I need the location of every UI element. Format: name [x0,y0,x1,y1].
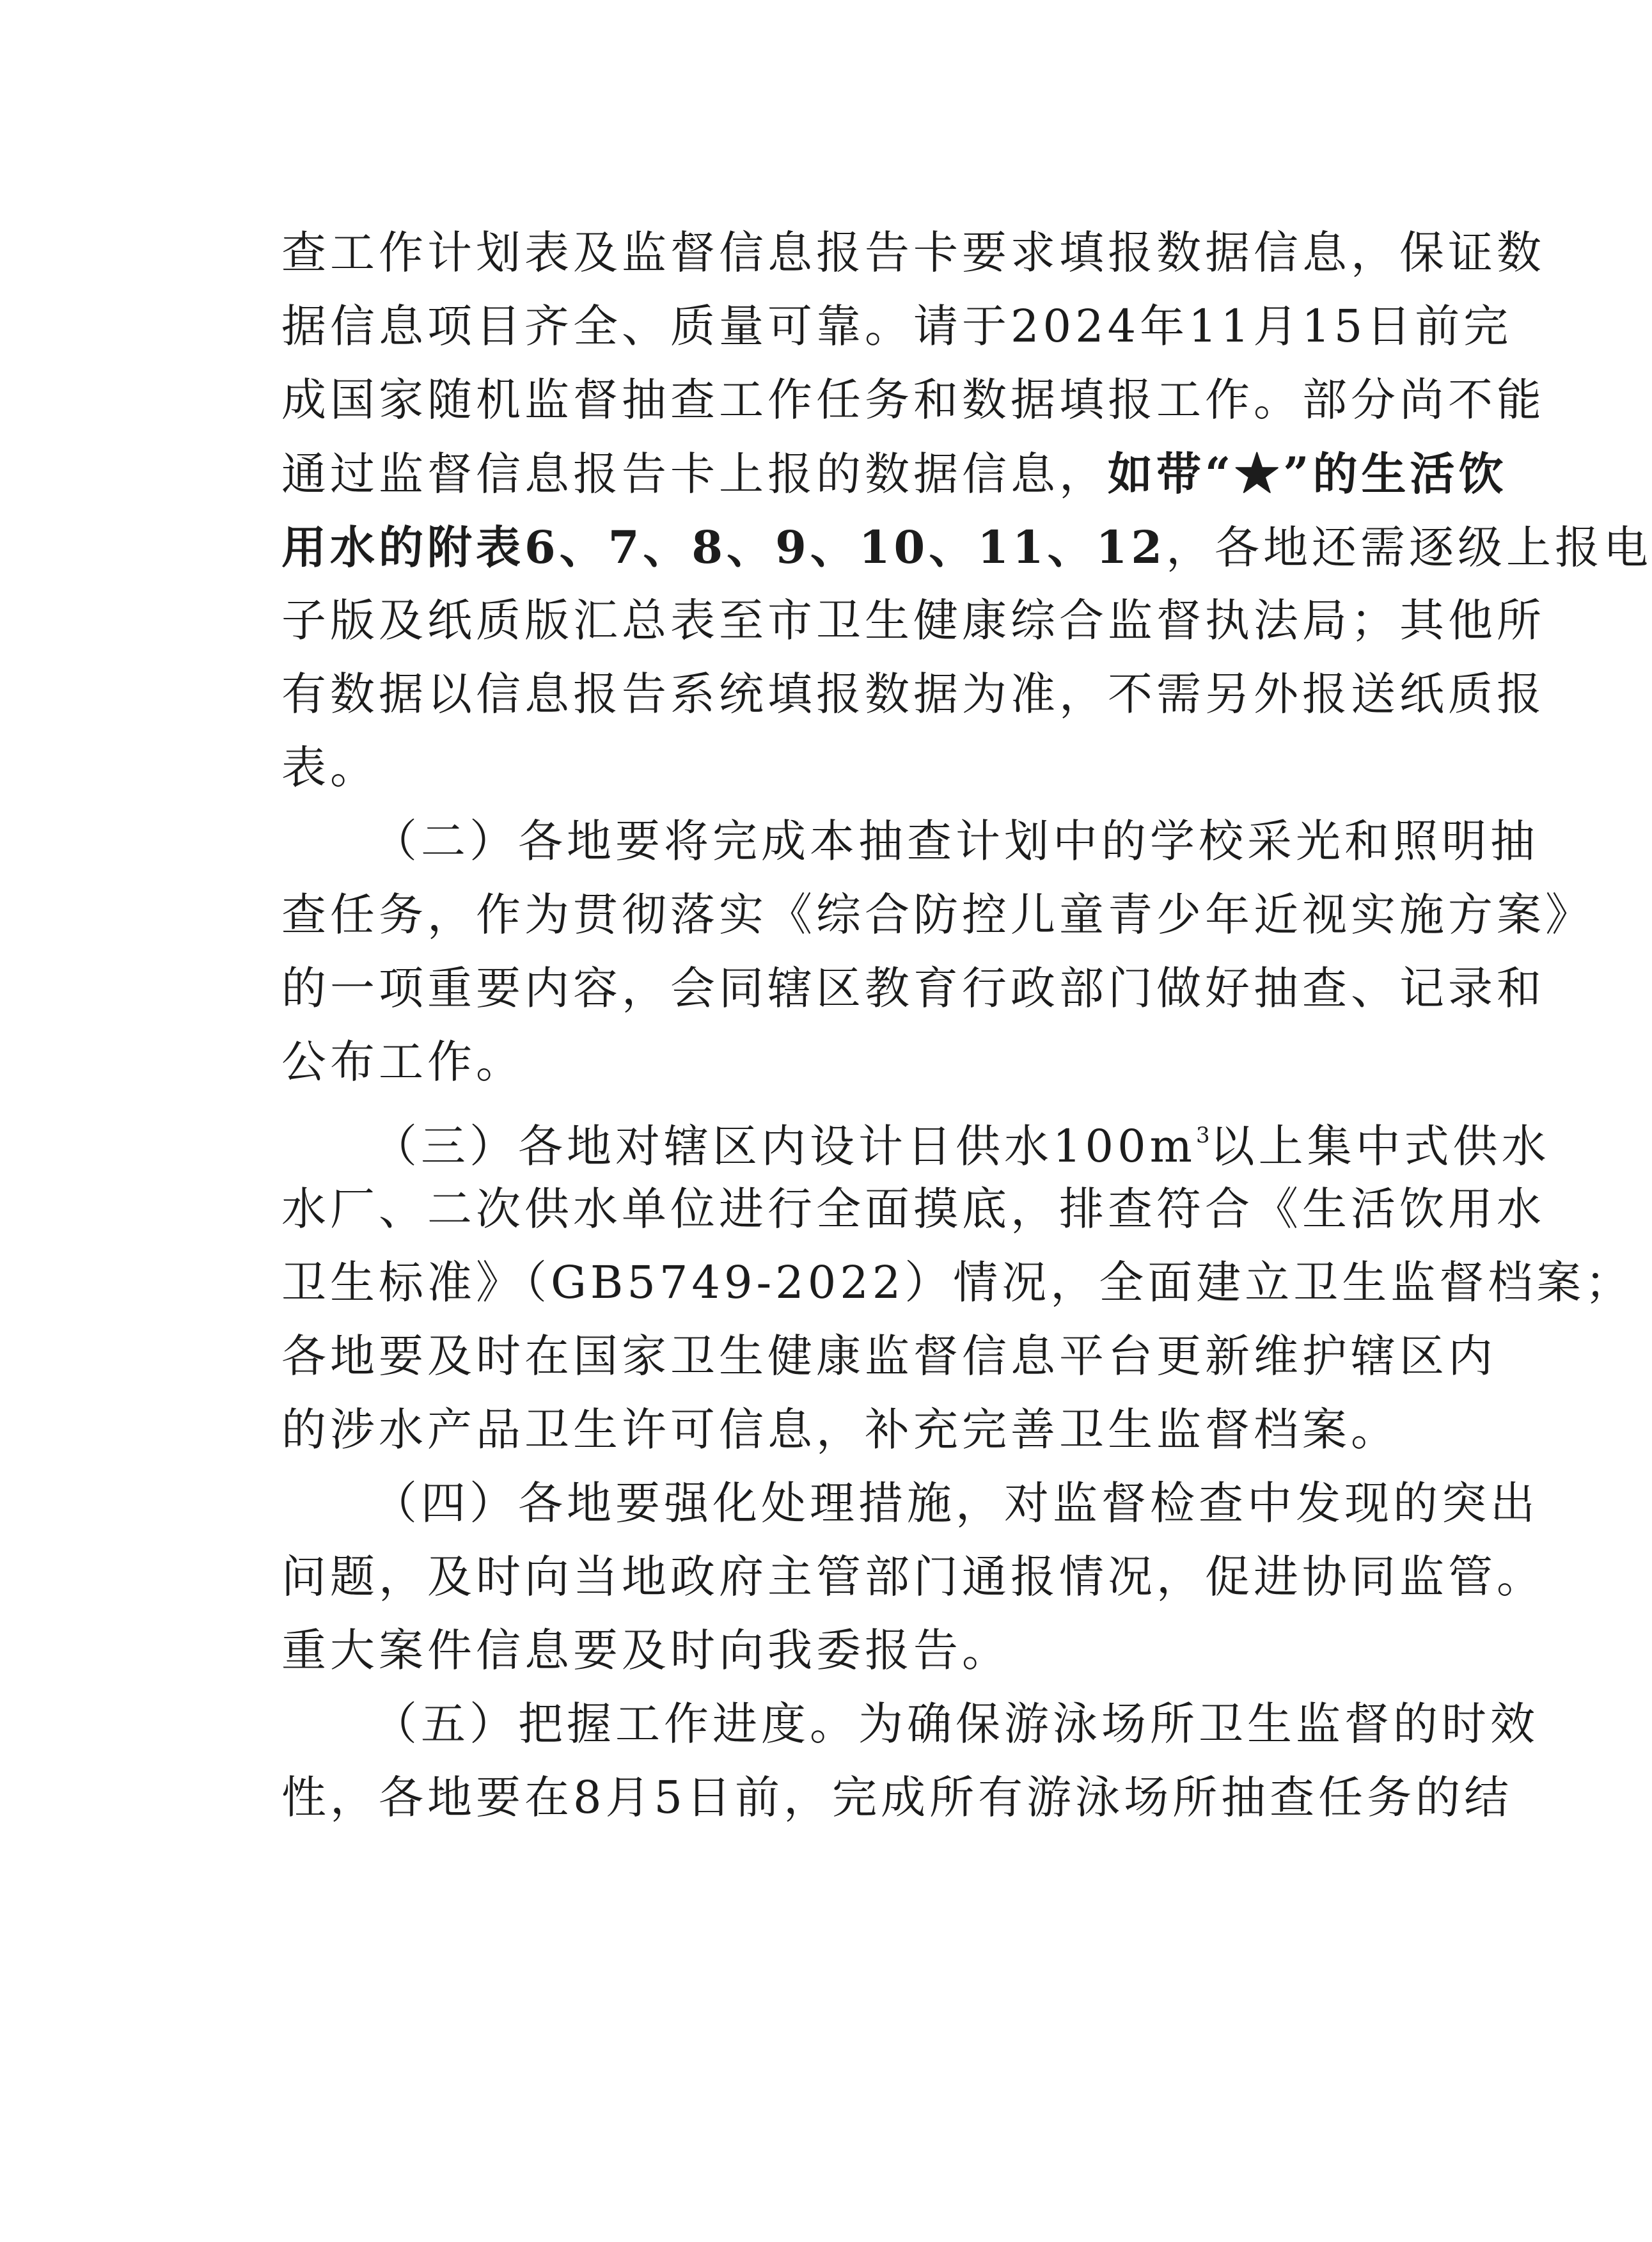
text-line [281,437,1507,510]
text-line: 有数据以信息报告系统填报数据为准，不需另外报送纸质报 [281,668,1545,720]
paragraph-start-line: （五）把握工作进度。为确保游泳场所卫生监督的时效 [372,1698,1539,1750]
text-line: 据信息项目齐全、质量可靠。请于2024年11月15日前完 [281,300,1513,352]
bold-text-run: 如带“★”的生活饮 [1108,447,1507,500]
text-line: 水厂、二次供水单位进行全面摸底，排查符合《生活饮用水 [281,1183,1545,1235]
paragraph-start-line: （四）各地要强化处理措施，对监督检查中发现的突出 [372,1477,1539,1529]
text-run: 以上集中式供水 [1209,1120,1550,1172]
text-line: 子版及纸质版汇总表至市卫生健康综合监督执法局；其他所 [281,594,1545,647]
text-line: 卫生标准》（GB5749-2022）情况，全面建立卫生监督档案； [281,1256,1634,1309]
paragraph-start-line: （二）各地要将完成本抽查计划中的学校采光和照明抽 [372,815,1539,867]
text-line: 的涉水产品卫生许可信息，补充完善卫生监督档案。 [281,1403,1399,1456]
text-line: 重大案件信息要及时向我委报告。 [281,1624,1011,1677]
body-text [281,216,1652,1835]
text-line: 问题，及时向当地政府主管部门通报情况，促进协同监管。 [281,1551,1545,1603]
text-line: 各地要及时在国家卫生健康监督信息平台更新维护辖区内 [281,1330,1497,1382]
text-run: （三）各地对辖区内设计日供水100m [372,1120,1196,1172]
text-run: ，各地还需逐级上报电 [1166,521,1652,574]
paragraph-start-line [281,1099,1550,1172]
text-line: 公布工作。 [281,1036,524,1088]
text-run: 通过监督信息报告卡上报的数据信息， [281,448,1108,500]
bold-text-run: 用水的附表6、7、8、9、10、11、12 [281,521,1167,574]
text-line: 成国家随机监督抽查工作任务和数据填报工作。部分尚不能 [281,374,1545,426]
text-line: 查工作计划表及监督信息报告卡要求填报数据信息，保证数 [281,226,1545,279]
text-line [281,510,1652,584]
text-line: 的一项重要内容，会同辖区教育行政部门做好抽查、记录和 [281,962,1545,1014]
text-line: 性，各地要在8月5日前，完成所有游泳场所抽查任务的结 [281,1771,1513,1824]
superscript: 3 [1196,1123,1210,1148]
text-line: 表。 [281,741,379,794]
text-line: 查任务，作为贯彻落实《综合防控儿童青少年近视实施方案》 [281,888,1594,941]
